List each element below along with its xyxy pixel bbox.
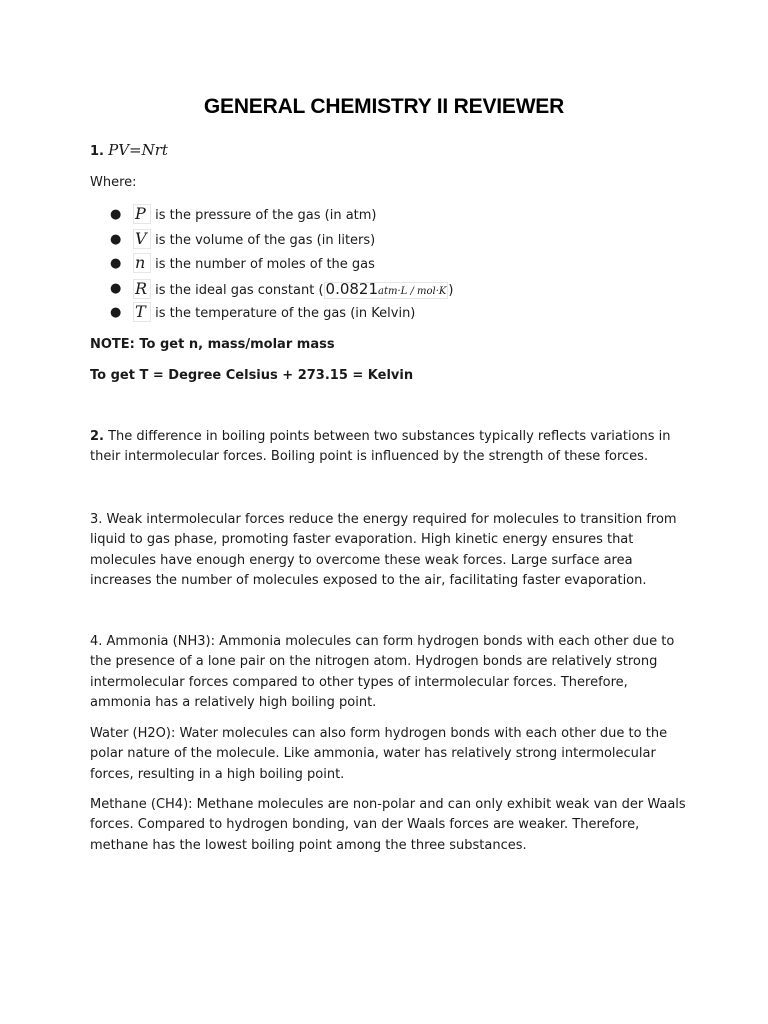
item-4-water-paragraph: Water (H2O): Water molecules can also form hydrogen bonds with each other due to the polar nature of the molecule. Like ammonia, water has relatively strong intermolecular forces, resulting in a high boiling point. [90, 726, 668, 782]
item-2-text: The difference in boiling points between two substances typically reflects variations in their intermolecular forces. Boiling point is influenced by the strength of these forces. [90, 429, 671, 465]
list-item-gas-constant [110, 278, 454, 303]
bullet-icon: ● [110, 305, 122, 320]
bullet-icon: ● [110, 231, 122, 247]
item-4-methane-paragraph: Methane (CH4): Methane molecules are non-polar and can only exhibit weak van der Waals forces. Compared to hydrogen bonding, van der Waals forces are weaker. Therefore, methane has the lowest boiling point among the three substances. [90, 797, 686, 853]
list-item-volume [110, 228, 453, 254]
variable-symbol: P [133, 204, 151, 224]
bullet-icon: ● [110, 280, 122, 296]
item-1-formula [90, 141, 168, 159]
item-1-number: 1. [90, 144, 104, 159]
variable-description: is the temperature of the gas (in Kelvin) [151, 306, 416, 321]
variable-description: is the volume of the gas (in liters) [151, 232, 376, 248]
constant-units: atm·L / mol·K [378, 285, 447, 297]
item-3-paragraph: 3. Weak intermolecular forces reduce the energy required for molecules to transition from liquid to gas phase, promoting faster evaporation. High kinetic energy ensures that molecules have enough energy to overcome these weak forces. Large surface area increases the number of molecules exposed to the air, facilitating faster evaporation. [90, 512, 677, 589]
bullet-icon: ● [110, 207, 122, 222]
gas-constant-value [324, 279, 449, 299]
document-title: GENERAL CHEMISTRY II REVIEWER [203, 95, 565, 118]
bullet-icon: ● [110, 256, 122, 271]
variable-symbol: V [133, 229, 151, 249]
variable-description: is the pressure of the gas (in atm) [151, 208, 377, 223]
item-2-number: 2. [90, 429, 104, 444]
list-item-moles [110, 253, 453, 278]
where-label: Where: [90, 175, 137, 190]
variable-description: is the ideal gas constant ( [151, 282, 324, 298]
list-item-temperature [110, 302, 453, 327]
list-item-pressure [110, 204, 453, 229]
variable-description: is the number of moles of the gas [151, 257, 375, 272]
variable-list [110, 204, 454, 327]
constant-number: 0.0821 [325, 279, 379, 298]
variable-symbol: R [133, 279, 151, 299]
item-4-ammonia-paragraph: 4. Ammonia (NH3): Ammonia molecules can form hydrogen bonds with each other due to the presence of a lone pair on the nitrogen atom. Hydrogen bonds are relatively strong intermolecular forces compared to other types of intermolecular forces. Therefore, ammonia has a relatively high boiling point. [90, 634, 675, 711]
ideal-gas-formula: PV=Nrt [108, 141, 168, 159]
item-2-paragraph [90, 427, 690, 468]
variable-symbol: T [133, 302, 151, 322]
note-moles: NOTE: To get n, mass/molar mass [90, 337, 335, 352]
note-temperature: To get T = Degree Celsius + 273.15 = Kelvin [90, 368, 414, 383]
closing-paren: ) [448, 282, 454, 298]
variable-symbol: n [133, 253, 151, 273]
